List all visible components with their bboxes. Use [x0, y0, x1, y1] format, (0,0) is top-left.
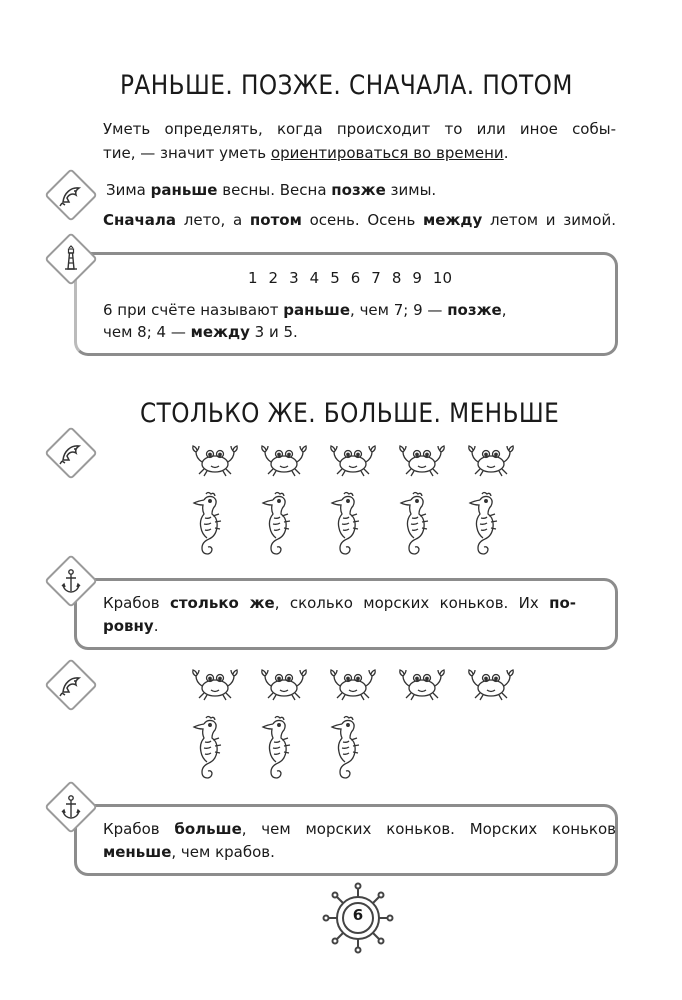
text-segment: лето, а [176, 211, 250, 229]
number-9: 9 [412, 269, 422, 287]
number-1: 1 [248, 269, 258, 287]
text-segment: летом и зимой. [482, 211, 617, 229]
text-segment: . [153, 617, 159, 635]
crab-icon [259, 442, 309, 478]
bold-term: позже [331, 181, 386, 199]
bold-term: раньше [150, 181, 218, 199]
count-line-2 [103, 320, 298, 344]
number-2: 2 [268, 269, 279, 287]
intro-text: тие, — значит уметь [103, 144, 271, 162]
section-title-time: РАНЬШЕ. ПОЗЖЕ. СНАЧАЛА. ПОТОМ [120, 70, 573, 101]
anchor-icon [54, 790, 88, 824]
bold-term: потом [249, 211, 302, 229]
text-segment: осень. Осень [301, 211, 424, 229]
crab-icon [328, 442, 378, 478]
bold-term: между [190, 323, 250, 341]
equal-line-1 [103, 591, 576, 615]
text-segment: Крабов [103, 820, 175, 838]
text-segment: , [501, 301, 507, 319]
bold-term: раньше [283, 301, 351, 319]
crab-icon [397, 442, 447, 478]
crab-icon [190, 666, 240, 702]
number-6: 6 [350, 269, 361, 287]
more-line-2 [103, 840, 275, 864]
intro-period: . [503, 144, 509, 162]
lighthouse-icon [54, 242, 88, 276]
bold-term: меньше [103, 843, 172, 861]
seahorse-icon [466, 490, 502, 558]
page-number: 6 [352, 906, 364, 924]
dolphin-icon [54, 178, 88, 212]
crab-row-2 [190, 666, 516, 702]
text-segment: , чем крабов. [171, 843, 275, 861]
number-10: 10 [432, 269, 453, 287]
dolphin-icon [54, 668, 88, 702]
crab-icon [259, 666, 309, 702]
seahorse-icon [328, 490, 364, 558]
number-7: 7 [371, 269, 381, 287]
text-segment: 3 и 5. [249, 323, 298, 341]
text-segment: весны. Весна [217, 181, 332, 199]
number-8: 8 [391, 269, 402, 287]
equal-line-2 [103, 614, 158, 638]
crab-icon [397, 666, 447, 702]
text-segment: Крабов [103, 594, 170, 612]
bold-term: столько же [169, 594, 275, 612]
text-segment: , сколько морских коньков. Их [274, 594, 550, 612]
text-segment: , чем 7; 9 — [350, 301, 448, 319]
seahorse-row-2 [190, 714, 364, 782]
seahorse-icon [190, 490, 226, 558]
seahorse-icon [259, 490, 295, 558]
text-segment: , чем морских коньков. Морских коньков [241, 820, 616, 838]
dolphin-icon [54, 436, 88, 470]
crab-row-1 [190, 442, 516, 478]
text-segment: чем 8; 4 — [103, 323, 191, 341]
number-4: 4 [309, 269, 320, 287]
text-segment: зимы. [385, 181, 437, 199]
crab-icon [328, 666, 378, 702]
bold-term: позже [447, 301, 502, 319]
crab-icon [466, 666, 516, 702]
anchor-icon [54, 564, 88, 598]
bold-term: между [423, 211, 483, 229]
bold-term: ровну [103, 617, 154, 635]
number-3: 3 [289, 269, 299, 287]
seahorse-icon [397, 490, 433, 558]
crab-icon [190, 442, 240, 478]
first-then-line [103, 208, 616, 232]
bold-term: Сначала [103, 211, 177, 229]
number-5: 5 [330, 269, 340, 287]
section-title-quantity: СТОЛЬКО ЖЕ. БОЛЬШЕ. МЕНЬШЕ [140, 398, 560, 429]
text-segment: 6 при счёте называют [103, 301, 284, 319]
number-sequence [248, 269, 463, 287]
text-segment: Зима [106, 181, 151, 199]
seahorse-icon [328, 714, 364, 782]
bold-term: по- [549, 594, 576, 612]
intro-line-2 [103, 141, 508, 165]
intro-line-1: Уметь определять, когда происходит то или иное собы- [103, 120, 616, 138]
crab-icon [466, 442, 516, 478]
seahorse-row-1 [190, 490, 502, 558]
count-line-1 [103, 298, 506, 322]
intro-underlined-phrase: ориентироваться во времени [270, 144, 504, 162]
dolphin-text-line [106, 178, 436, 202]
bold-term: больше [174, 820, 242, 838]
more-line-1 [103, 817, 616, 841]
seahorse-icon [259, 714, 295, 782]
seahorse-icon [190, 714, 226, 782]
